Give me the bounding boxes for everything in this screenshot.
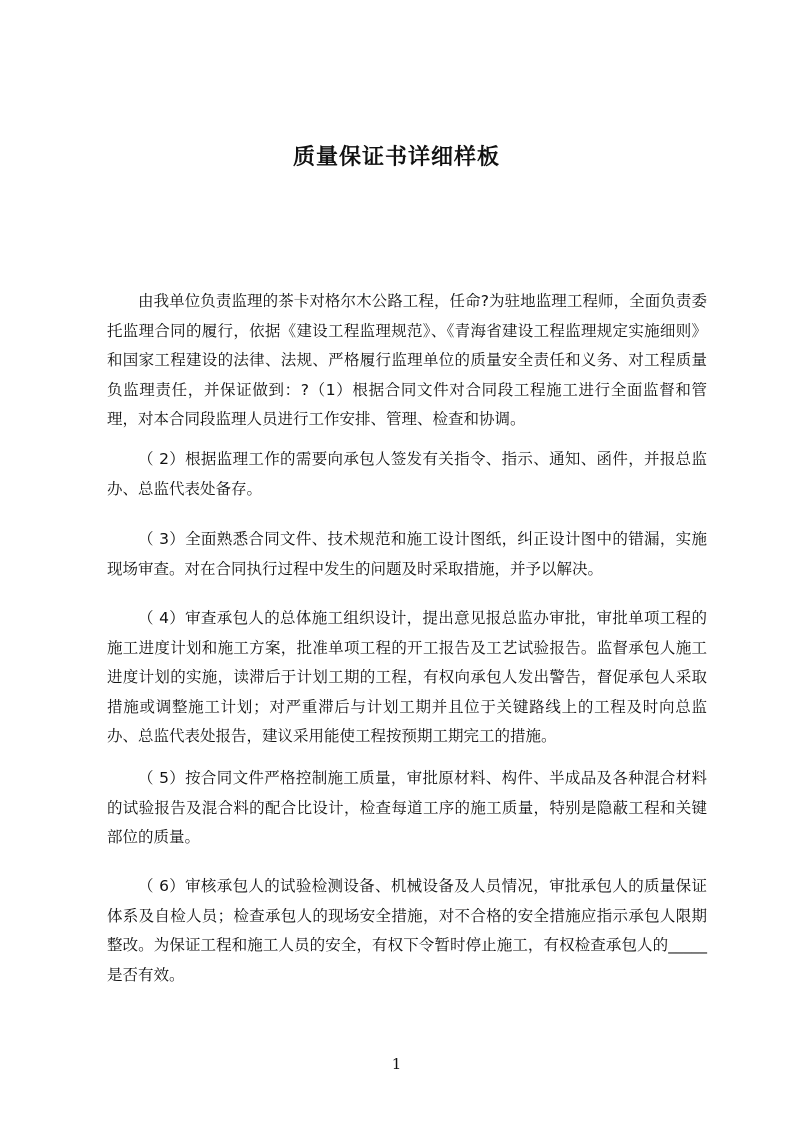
paragraph-item-2: （ 2）根据监理工作的需要向承包人签发有关指令、指示、通知、函件，并报总监办、总监代表处备存。 [107,450,707,498]
paragraph-item-5: （ 5）按合同文件严格控制施工质量，审批原材料、构件、半成品及各种混合材料的试验报告及混合料的配合比设计，检查每道工序的施工质量，特别是隐蔽工程和关键部位的质量。 [107,769,707,846]
page-number: 1 [391,1055,402,1073]
paragraph-item-3: （ 3）全面熟悉合同文件、技术规范和施工设计图纸，纠正设计图中的错漏，实施现场审查。对在合同执行过程中发生的问题及时采取措施，并予以解决。 [107,530,707,578]
document-title: 质量保证书详细样板 [292,145,500,170]
paragraph-item-6: （ 6）审核承包人的试验检测设备、机械设备及人员情况，审批承包人的质量保证体系及自检人员；检查承包人的现场安全措施，对不合格的安全措施应指示承包人限期整改。为保证工程和施工人员的安全，有权下令暂时停止施工，有权检查承包人的_____是否有效。 [107,877,707,984]
paragraph-item-4: （ 4）审查承包人的总体施工组织设计，提出意见报总监办审批，审批单项工程的施工进度计划和施工方案，批准单项工程的开工报告及工艺试验报告。监督承包人施工进度计划的实施，读滞后于计划工期的工程，有权向承包人发出警告，督促承包人采取措施或调整施工计划；对严重滞后与计划工期并且位于关键路线上的工程及时向总监办、总监代表处报告，建议采用能使工程按预期工期完工的措施。 [107,609,707,745]
paragraph-intro: 由我单位负责监理的茶卡对格尔木公路工程，任命?为驻地监理工程师，全面负责委托监理合同的履行，依据《建设工程监理规范》、《青海省建设工程监理规定实施细则》和国家工程建设的法律、法规、严格履行监理单位的质量安全责任和义务、对工程质量负监理责任，并保证做到：?（1）根据合同文件对合同段工程施工进行全面监督和管理，对本合同段监理人员进行工作安排、管理、检查和协调。 [107,292,707,428]
